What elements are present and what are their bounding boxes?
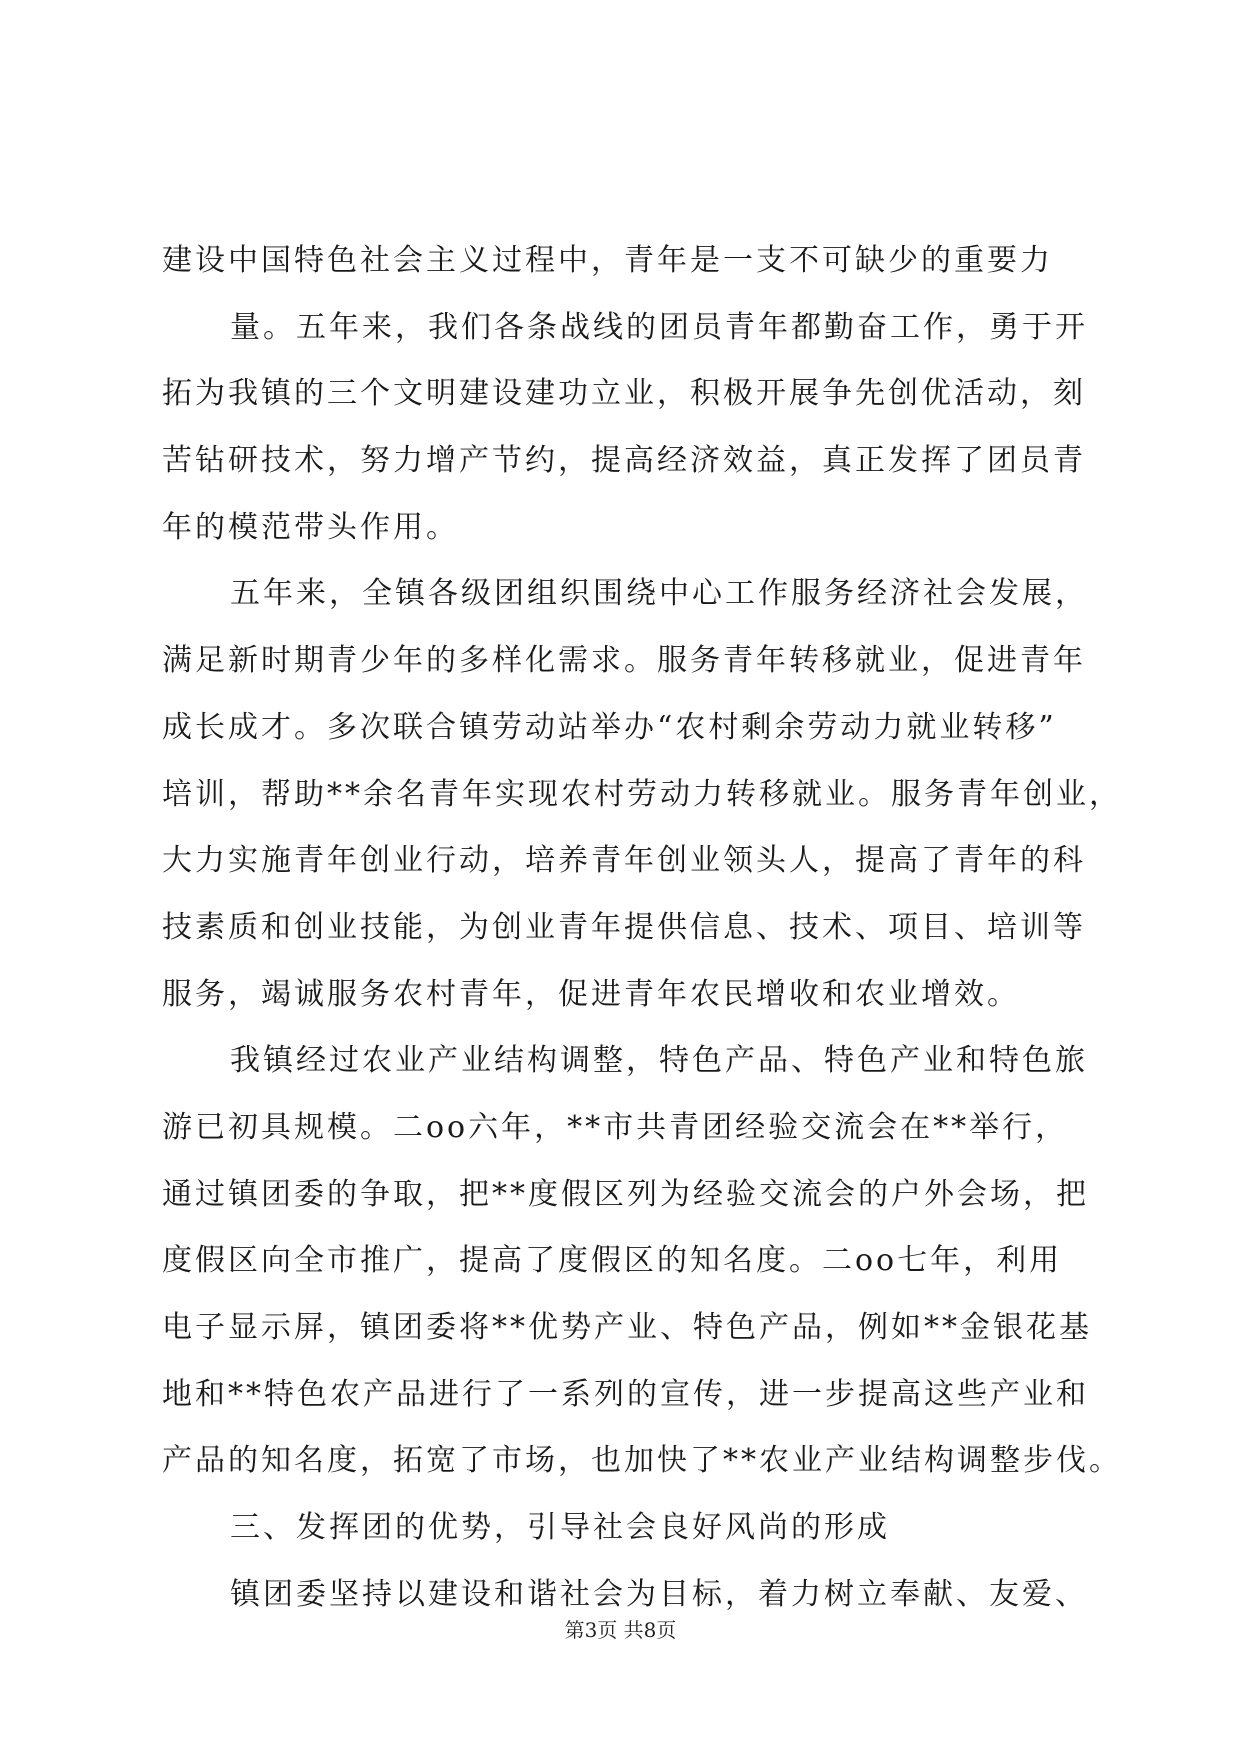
text-line: 建设中国特色社会主义过程中，青年是一支不可缺少的重要力 — [162, 243, 1053, 278]
text-line: 成长成才。多次联合镇劳动站举办“农村剩余劳动力就业转移” — [162, 709, 1057, 745]
text-line: 度假区向全市推广，提高了度假区的知名度。二oo七年，利用 — [162, 1243, 1063, 1279]
page-number-label: 第3页 共8页 — [564, 1618, 677, 1642]
text-line: 满足新时期青少年的多样化需求。服务青年转移就业，促进青年 — [162, 643, 1086, 679]
text-line: 通过镇团委的争取，把**度假区列为经验交流会的户外会场，把 — [162, 1176, 1089, 1212]
text-line: 苦钻研技术，努力增产节约，提高经济效益，真正发挥了团员青 — [162, 443, 1086, 479]
text-line: 技素质和创业技能，为创业青年提供信息、技术、项目、培训等 — [162, 909, 1086, 945]
text-line: 地和**特色农产品进行了一系列的宣传，进一步提高这些产业和 — [162, 1376, 1089, 1412]
text-line: 电子显示屏，镇团委将**优势产业、特色产品，例如**金银花基 — [162, 1310, 1092, 1345]
text-line: 大力实施青年创业行动，培养青年创业领头人，提高了青年的科 — [162, 843, 1086, 879]
text-line: 游已初具规模。二oo六年，**市共青团经验交流会在**举行， — [162, 1109, 1069, 1145]
text-line: 服务，竭诚服务农村青年，促进青年农民增收和农业增效。 — [162, 976, 1020, 1012]
text-line: 五年来，全镇各级团组织围绕中心工作服务经济社会发展， — [230, 576, 1088, 612]
text-line: 镇团委坚持以建设和谐社会为目标，着力树立奉献、友爱、 — [230, 1576, 1088, 1612]
page-footer — [0, 1614, 1241, 1643]
text-line: 拓为我镇的三个文明建设建功立业，积极开展争先创优活动，刻 — [162, 376, 1086, 412]
section-heading: 三、发挥团的优势，引导社会良好风尚的形成 — [230, 1510, 890, 1546]
text-line: 年的模范带头作用。 — [162, 509, 459, 545]
body-text — [162, 228, 1122, 1628]
text-line: 量。五年来，我们各条战线的团员青年都勤奋工作，勇于开 — [230, 309, 1088, 345]
text-line: 我镇经过农业产业结构调整，特色产品、特色产业和特色旅 — [230, 1043, 1088, 1079]
text-line: 培训，帮助**余名青年实现农村劳动力转移就业。服务青年创业， — [162, 776, 1122, 812]
text-line: 产品的知名度，拓宽了市场，也加快了**农业产业结构调整步伐。 — [162, 1443, 1122, 1479]
